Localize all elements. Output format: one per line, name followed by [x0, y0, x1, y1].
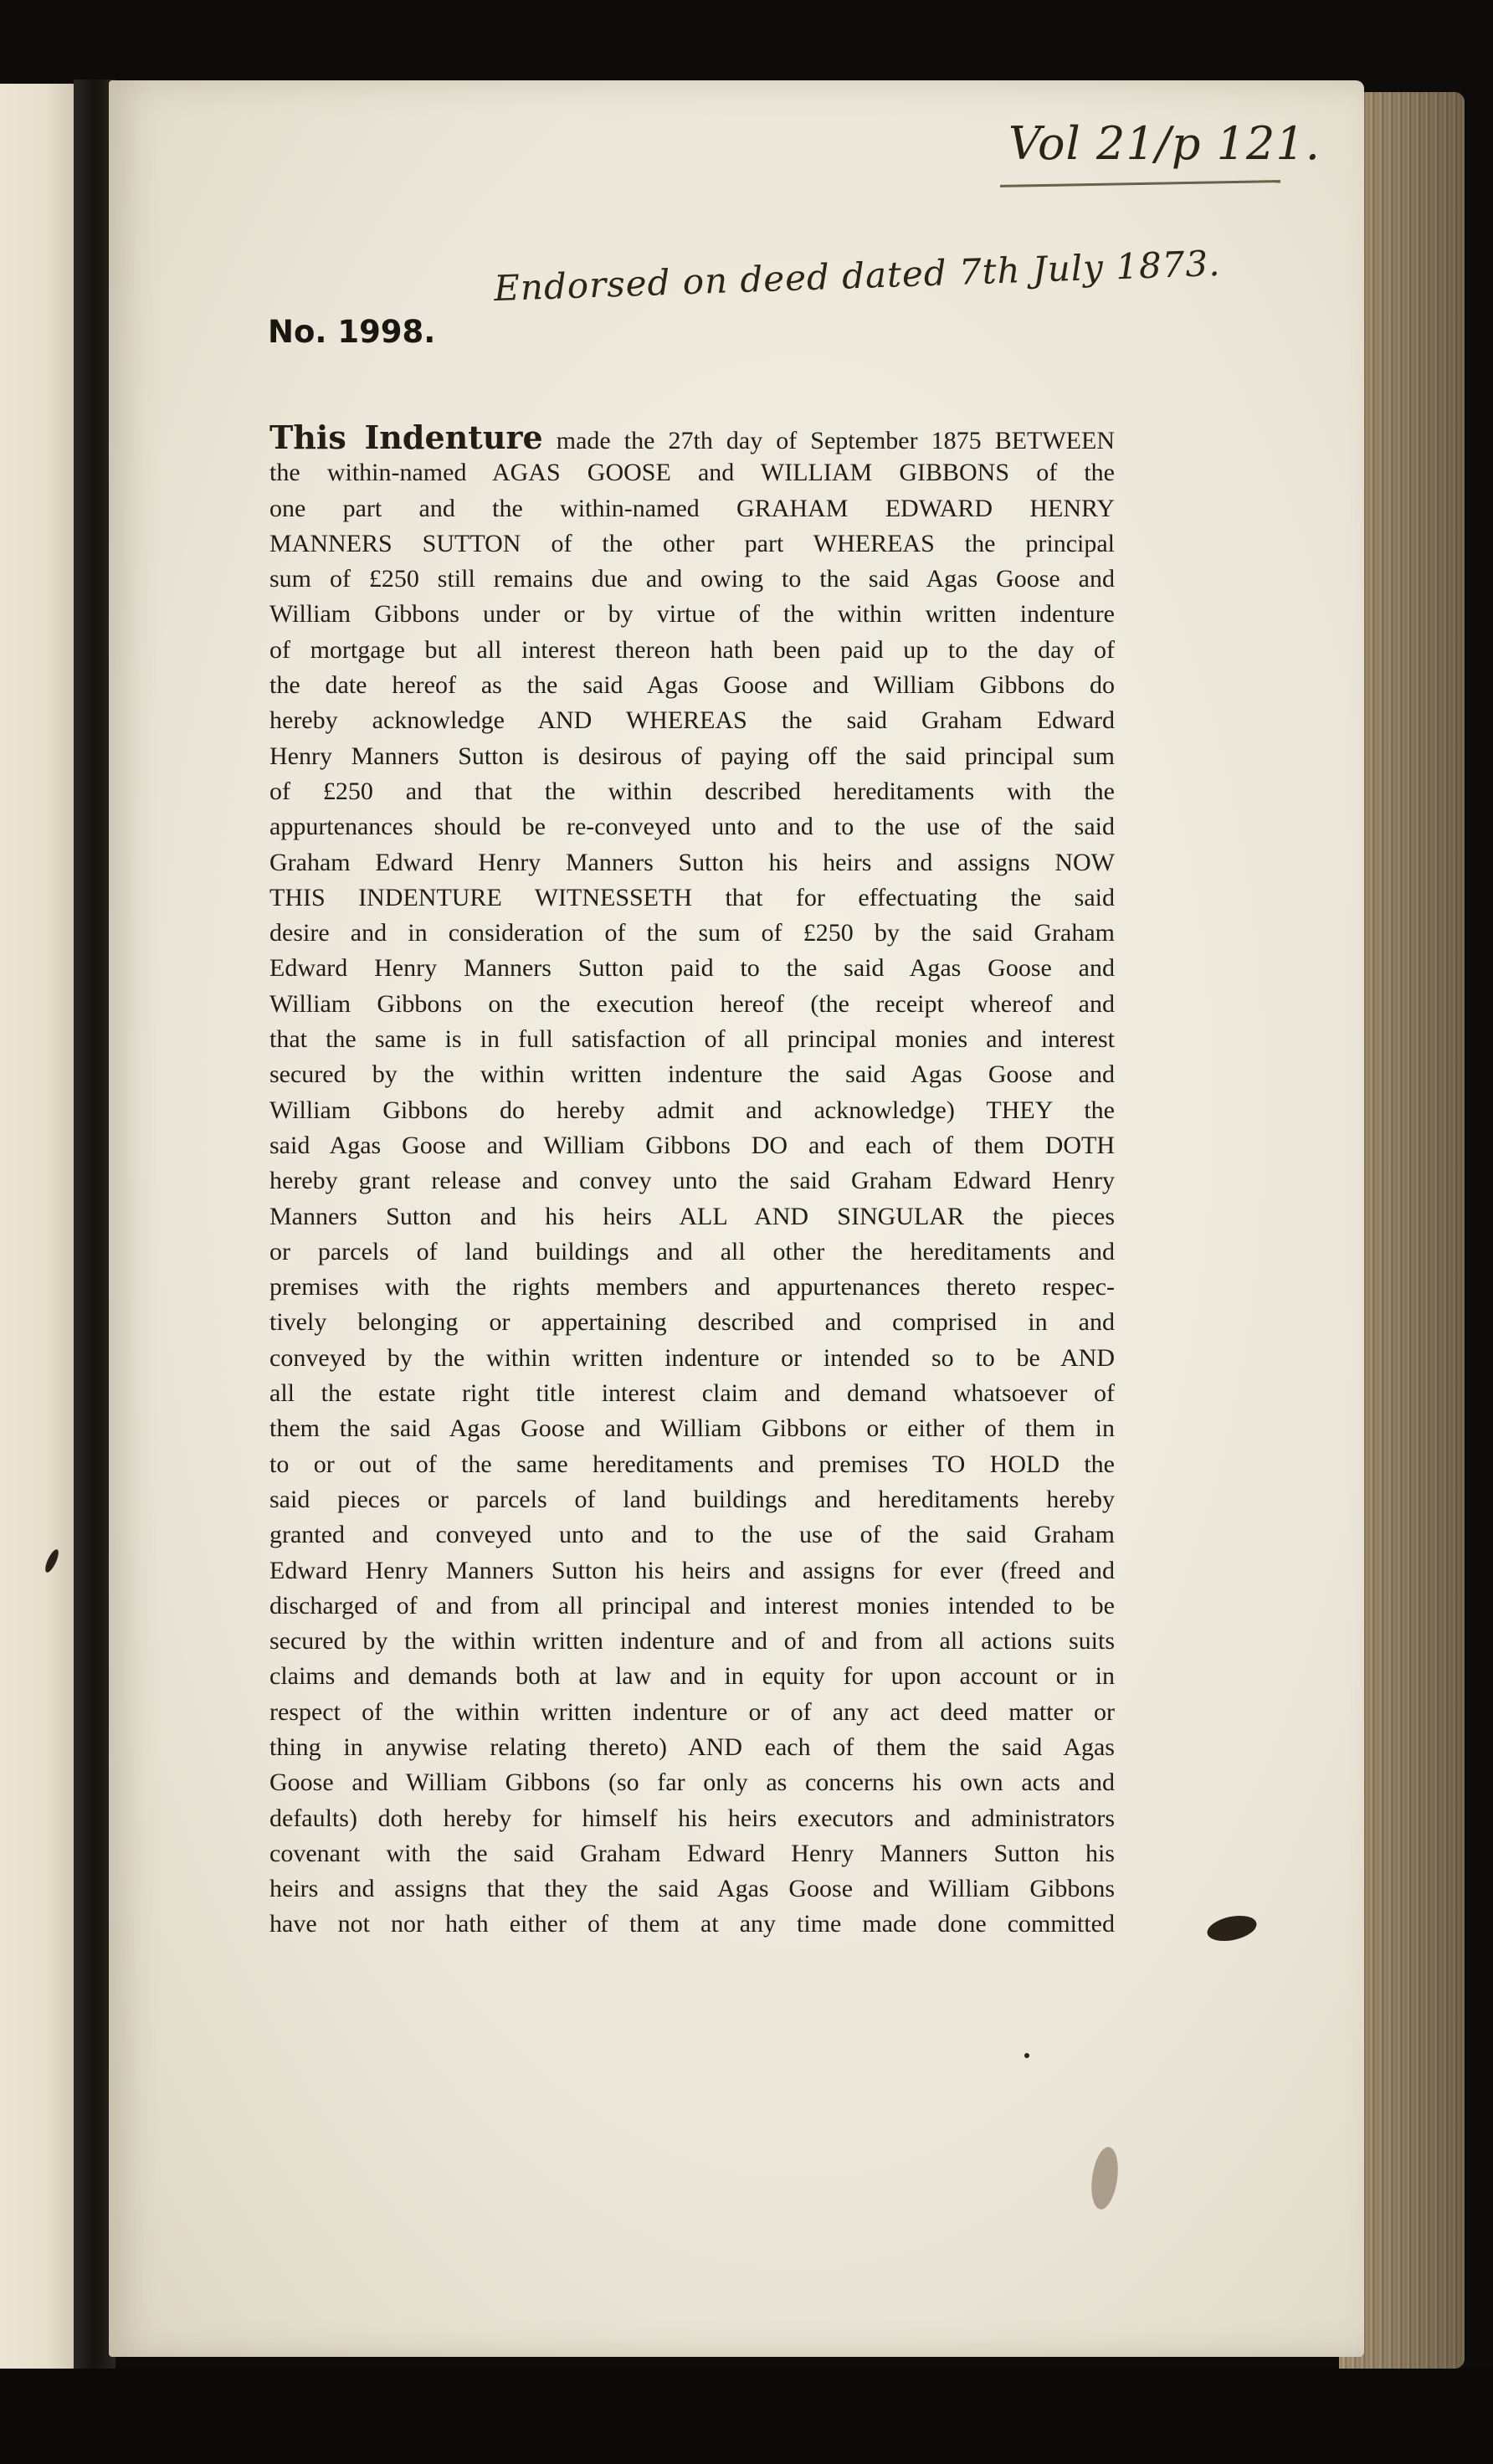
indenture-line: discharged of and from all principal and interest monies intended to be: [269, 1591, 1115, 1620]
indenture-line: sum of £250 still remains due and owing to the said Agas Goose and: [269, 565, 1115, 593]
indenture-line: or parcels of land buildings and all other the hereditaments and: [269, 1237, 1115, 1265]
indenture-line: of £250 and that the within described hereditaments with the: [269, 777, 1115, 805]
handwritten-endorsement: Endorsed on deed dated 7th July 1873.: [493, 242, 1222, 310]
left-facing-page: [0, 84, 77, 2369]
indenture-line: said pieces or parcels of land buildings and hereditaments hereby: [269, 1485, 1115, 1513]
indenture-line: Edward Henry Manners Sutton his heirs and assigns for ever (freed and: [269, 1556, 1115, 1584]
indenture-line: them the said Agas Goose and William Gibbons or either of them in: [269, 1414, 1115, 1443]
indenture-line: conveyed by the within written indenture or intended so to be AND: [269, 1343, 1115, 1372]
indenture-line: to or out of the same hereditaments and premises TO HOLD the: [269, 1450, 1115, 1478]
indenture-line: defaults) doth hereby for himself his heirs executors and administrators: [269, 1804, 1115, 1832]
indenture-line: secured by the within written indenture and of and from all actions suits: [269, 1627, 1115, 1656]
indenture-line: Manners Sutton and his heirs ALL AND SINGULAR the pieces: [269, 1202, 1115, 1230]
indenture-line: respect of the within written indenture or of any act deed matter or: [269, 1697, 1115, 1726]
indenture-line: covenant with the said Graham Edward Henry Manners Sutton his: [269, 1839, 1115, 1867]
indenture-line: heirs and assigns that they the said Agas Goose and William Gibbons: [269, 1875, 1115, 1903]
indenture-line: Goose and William Gibbons (so far only as concerns his own acts and: [269, 1768, 1115, 1797]
indenture-line: appurtenances should be re-conveyed unto and to the use of the said: [269, 813, 1115, 841]
handwritten-volume-reference: Vol 21/p 121.: [1008, 117, 1321, 170]
indenture-line: the date hereof as the said Agas Goose and William Gibbons do: [269, 671, 1115, 700]
indenture-line: tively belonging or appertaining described and comprised in and: [269, 1308, 1115, 1337]
indenture-line: desire and in consideration of the sum of £250 by the said Graham: [269, 919, 1115, 947]
indenture-line: THIS INDENTURE WITNESSETH that for effectuating the said: [269, 883, 1115, 911]
indenture-line: [269, 420, 1115, 455]
indenture-heading: This Indenture: [269, 418, 543, 456]
indenture-line: thing in anywise relating thereto) AND each of them the said Agas: [269, 1732, 1115, 1761]
indenture-line: one part and the within-named GRAHAM EDWARD HENRY: [269, 494, 1115, 522]
indenture-line: claims and demands both at law and in equity for upon account or in: [269, 1662, 1115, 1691]
indenture-line: Edward Henry Manners Sutton paid to the said Agas Goose and: [269, 954, 1115, 983]
indenture-line: William Gibbons do hereby admit and acknowledge) THEY the: [269, 1096, 1115, 1124]
indenture-line: granted and conveyed unto and to the use of the said Graham: [269, 1521, 1115, 1549]
indenture-line: all the estate right title interest claim and demand whatsoever of: [269, 1379, 1115, 1408]
indenture-line: premises with the rights members and appurtenances thereto respec-: [269, 1273, 1115, 1301]
indenture-text: [269, 420, 1115, 1943]
document-number: No. 1998.: [268, 314, 436, 350]
indenture-line: hereby grant release and convey unto the said Graham Edward Henry: [269, 1167, 1115, 1195]
indenture-line: of mortgage but all interest thereon hath been paid up to the day of: [269, 635, 1115, 664]
ink-dot: [1024, 2053, 1029, 2058]
indenture-line: Henry Manners Sutton is desirous of paying off the said principal sum: [269, 742, 1115, 770]
indenture-line: secured by the within written indenture the said Agas Goose and: [269, 1060, 1115, 1089]
indenture-line: said Agas Goose and William Gibbons DO and each of them DOTH: [269, 1131, 1115, 1159]
indenture-line: that the same is in full satisfaction of all principal monies and interest: [269, 1025, 1115, 1054]
indenture-line: William Gibbons on the execution hereof (the receipt whereof and: [269, 989, 1115, 1018]
indenture-line: William Gibbons under or by virtue of the within written indenture: [269, 600, 1115, 629]
indenture-line-text: made the 27th day of September 1875 BETWEEN: [542, 427, 1115, 454]
indenture-line: hereby acknowledge AND WHEREAS the said Graham Edward: [269, 706, 1115, 735]
indenture-line: Graham Edward Henry Manners Sutton his heirs and assigns NOW: [269, 848, 1115, 876]
scan-background: [0, 2369, 1493, 2464]
indenture-line: the within-named AGAS GOOSE and WILLIAM GIBBONS of the: [269, 459, 1115, 487]
indenture-line: MANNERS SUTTON of the other part WHEREAS the principal: [269, 529, 1115, 557]
indenture-line: have not nor hath either of them at any time made done committed: [269, 1910, 1115, 1938]
